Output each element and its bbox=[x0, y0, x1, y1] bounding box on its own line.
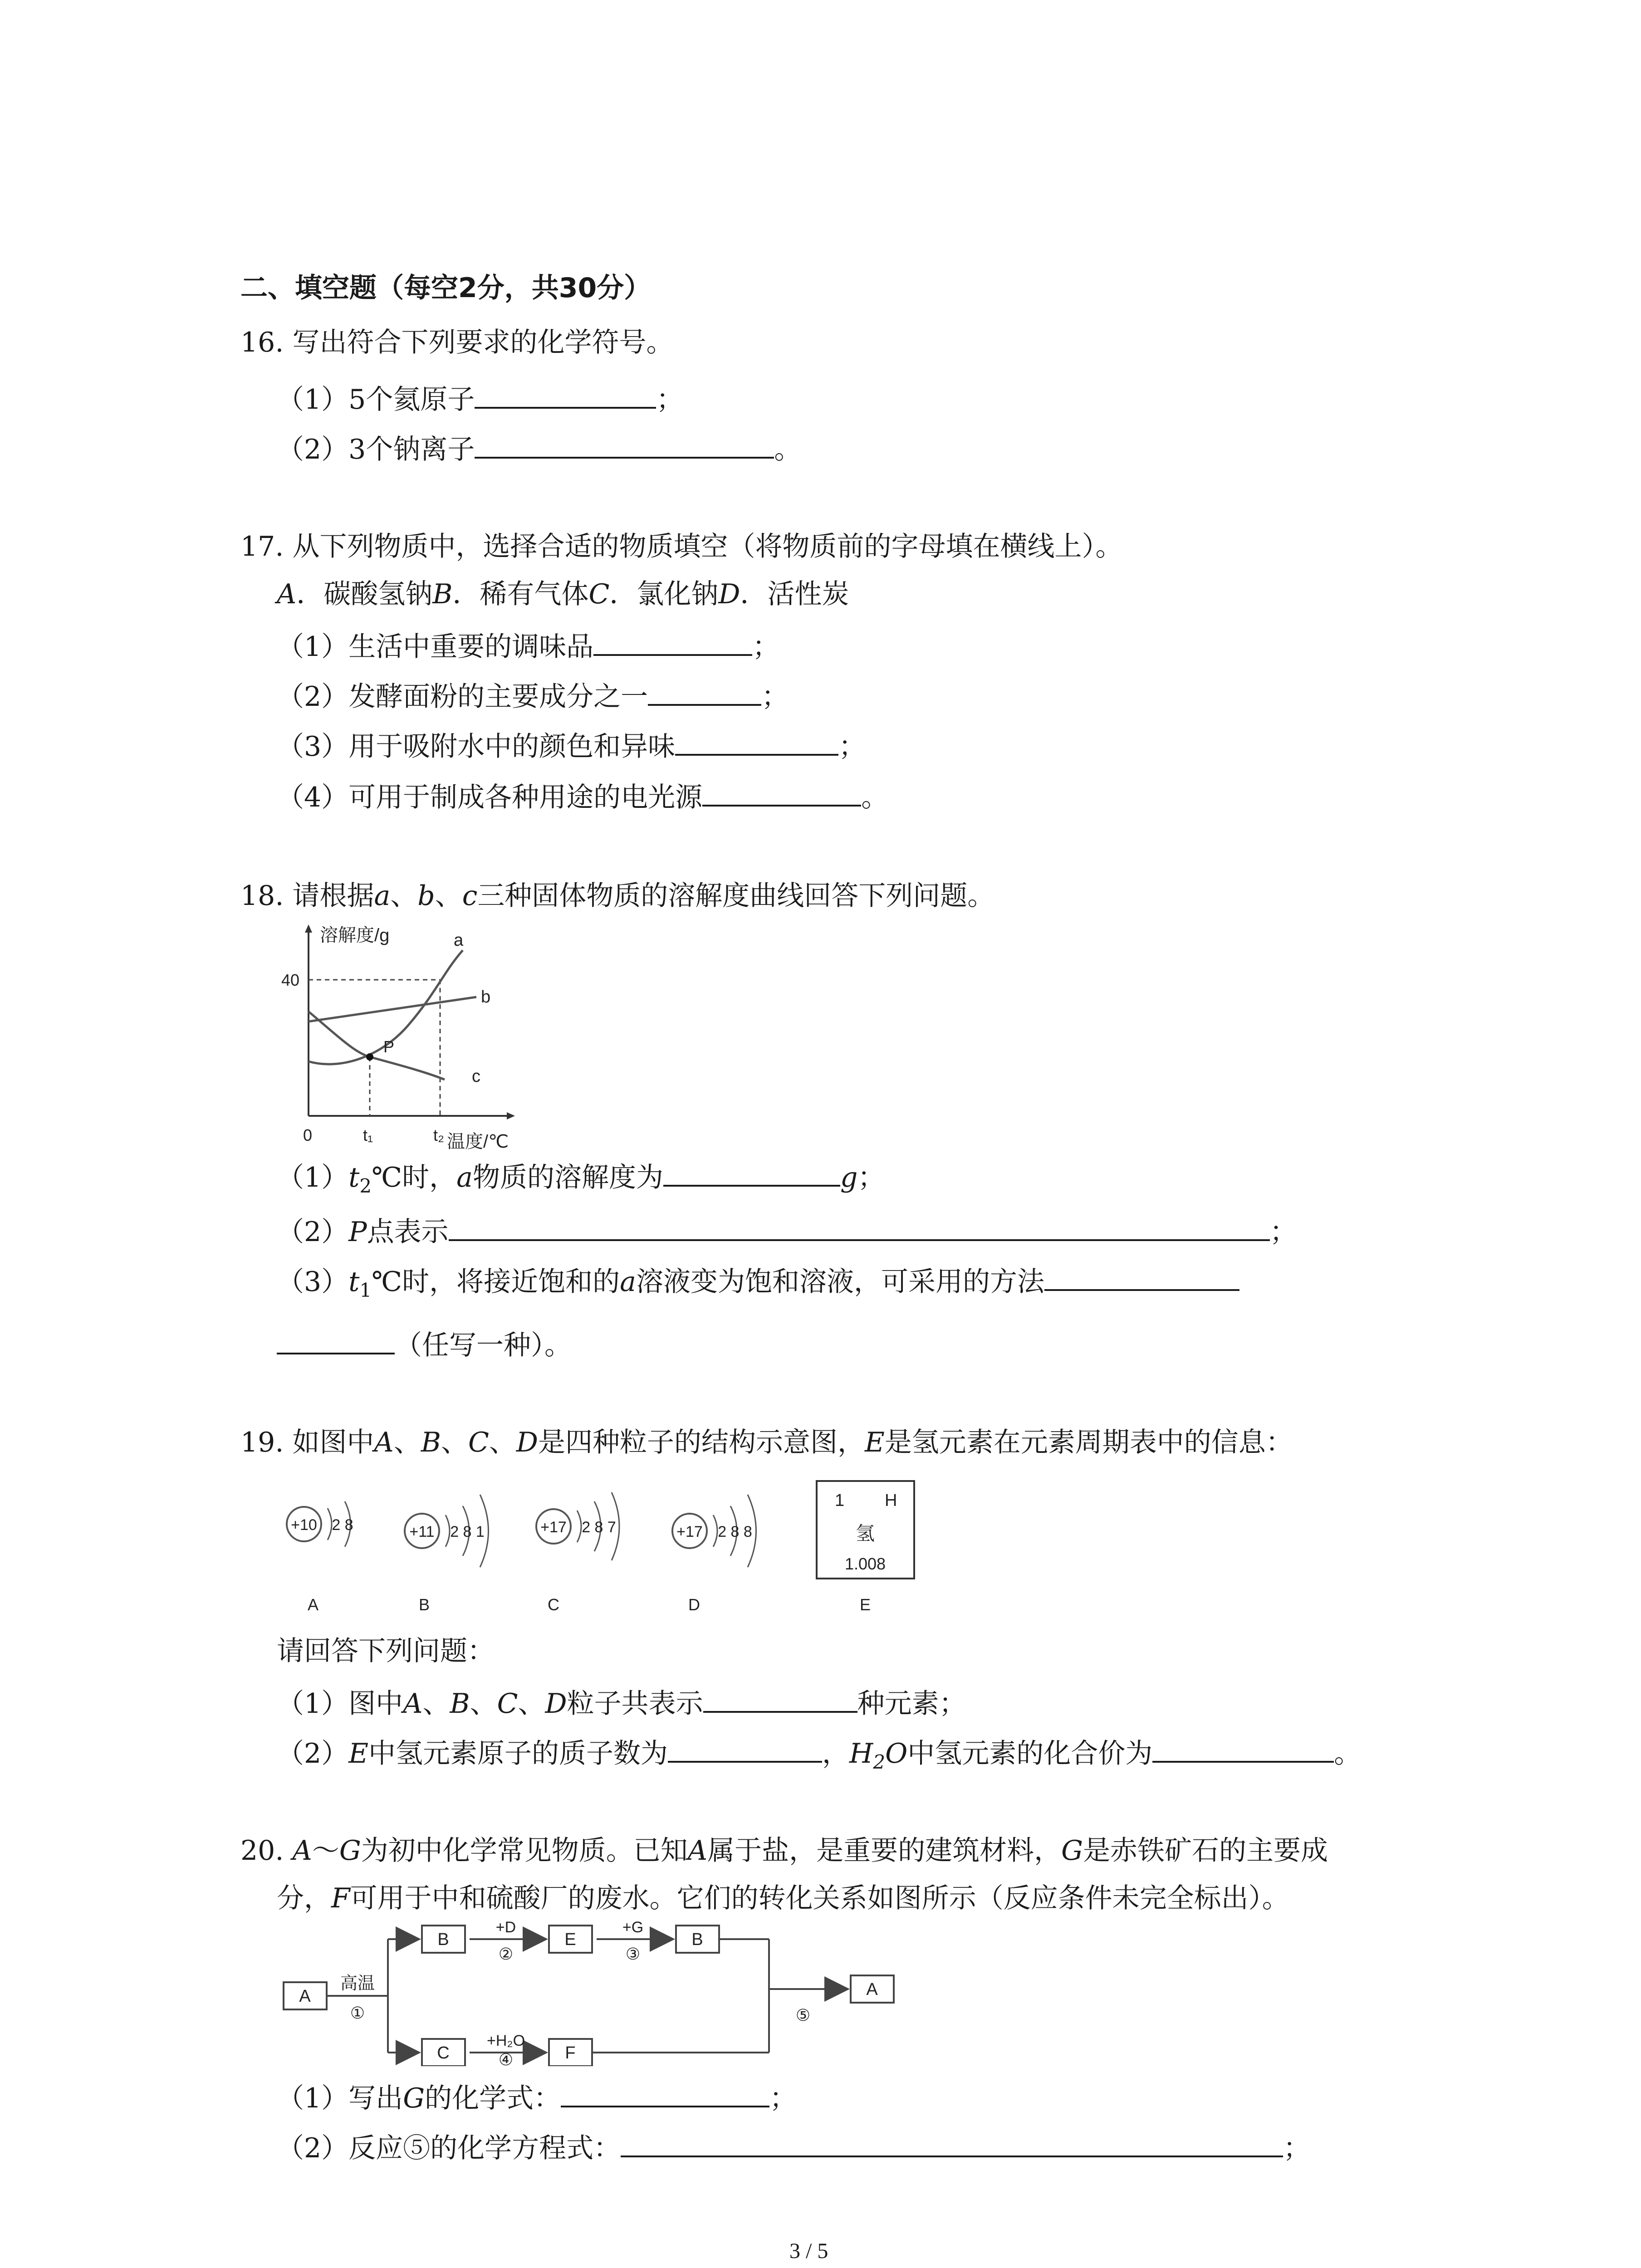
particle-D bbox=[672, 1495, 756, 1614]
q19-p2-E: E bbox=[348, 1738, 368, 1769]
q18-stem bbox=[240, 878, 994, 914]
q18-p1-end: ； bbox=[857, 1162, 885, 1193]
q19-var-A: A bbox=[374, 1427, 394, 1458]
q20-v2: G bbox=[339, 1835, 361, 1867]
particle-A-label: A bbox=[307, 1595, 319, 1614]
chart-origin: 0 bbox=[303, 1126, 313, 1144]
step-4: ④ bbox=[498, 2050, 514, 2066]
q17-stem: 17. 从下列物质中，选择合适的物质填空（将物质前的字母填在横线上）。 bbox=[240, 531, 1123, 562]
q17-answer-blank-4[interactable] bbox=[702, 777, 861, 807]
element-label: E bbox=[859, 1595, 871, 1614]
q19-s3: 、 bbox=[489, 1427, 516, 1458]
q20-stem1-a: 20. bbox=[240, 1835, 293, 1867]
box-B2-label: B bbox=[691, 1930, 703, 1949]
cond-high-temp: 高温 bbox=[340, 1974, 375, 1993]
box-C-label: C bbox=[437, 2043, 450, 2063]
q19-p1-C: C bbox=[497, 1688, 518, 1720]
q18-p1-sub: 2 bbox=[359, 1175, 372, 1197]
reagent-water: +H₂O bbox=[486, 2032, 525, 2049]
q20-v1: A bbox=[292, 1835, 312, 1867]
q20-answer-blank-1[interactable] bbox=[561, 2077, 769, 2107]
q17-options bbox=[277, 576, 849, 612]
q18-part3-cont bbox=[277, 1325, 572, 1364]
q18-p1-a: （1） bbox=[277, 1162, 349, 1193]
q20-stem2-a: 分， bbox=[277, 1882, 331, 1914]
particle-A bbox=[287, 1501, 353, 1614]
q19-p1-s2: 、 bbox=[470, 1688, 497, 1720]
chart-ylabel: 溶解度/g bbox=[320, 925, 390, 945]
q19-p2-sub: 2 bbox=[873, 1751, 886, 1773]
q18-answer-blank-3b[interactable] bbox=[277, 1325, 395, 1354]
q19-var-D: D bbox=[516, 1427, 538, 1458]
q18-answer-blank-3a[interactable] bbox=[1044, 1261, 1239, 1291]
q20-stem2-b: 可用于中和硫酸厂的废水。它们的转化关系如图所示（反应条件未完全标出）。 bbox=[350, 1882, 1289, 1914]
q16-answer-blank-1[interactable] bbox=[475, 379, 656, 409]
chart-label-p: P bbox=[383, 1037, 395, 1056]
q17-part2-end: ； bbox=[761, 681, 789, 713]
option-C-letter: C bbox=[588, 578, 610, 610]
q17-answer-blank-2[interactable] bbox=[648, 676, 761, 706]
option-B-letter: B bbox=[432, 578, 453, 610]
q19-p2-O: O bbox=[885, 1738, 908, 1769]
q18-sep2: 、 bbox=[435, 880, 462, 912]
q19-s2: 、 bbox=[441, 1427, 468, 1458]
q19-p2-c: ， bbox=[822, 1738, 849, 1769]
particle-D-label: D bbox=[688, 1595, 700, 1614]
particle-B-nucleus: +11 bbox=[409, 1523, 435, 1540]
q17-part4 bbox=[277, 777, 888, 816]
q18-var-b: b bbox=[417, 880, 435, 912]
q18-p3-sub: 1 bbox=[359, 1279, 372, 1301]
q20-stem1-b: 为初中化学常见物质。已知 bbox=[361, 1835, 688, 1867]
page-number: 3 / 5 bbox=[789, 2239, 828, 2263]
q19-p2-d: 中氢元素的化合价为 bbox=[907, 1738, 1153, 1769]
q18-part2 bbox=[277, 1211, 1297, 1250]
q18-answer-blank-1[interactable] bbox=[663, 1157, 840, 1187]
q19-p1-a: （1）图中 bbox=[277, 1688, 403, 1720]
q18-p2-b: 点表示 bbox=[367, 1216, 449, 1248]
q20-answer-blank-2[interactable] bbox=[621, 2127, 1283, 2157]
y-axis-arrow bbox=[305, 924, 312, 933]
q16-stem: 16. 写出符合下列要求的化学符号。 bbox=[240, 327, 674, 358]
curve-c bbox=[309, 1012, 445, 1080]
reagent-D: +D bbox=[495, 1919, 516, 1936]
q18-p1-var: a bbox=[456, 1162, 473, 1193]
q16-part2-text: （2）3个钠离子 bbox=[277, 434, 475, 465]
box-F-label: F bbox=[565, 2043, 576, 2063]
q18-p1-t: t bbox=[348, 1162, 360, 1193]
q18-stem-b: 三种固体物质的溶解度曲线回答下列问题。 bbox=[477, 880, 995, 912]
q20-p1-a: （1）写出 bbox=[277, 2082, 403, 2114]
q17-part3-end: ； bbox=[838, 731, 866, 763]
q18-p2-var: P bbox=[348, 1216, 367, 1248]
box-B-label: B bbox=[437, 1930, 449, 1949]
q19-p1-A: A bbox=[403, 1688, 423, 1720]
q17-answer-blank-3[interactable] bbox=[675, 726, 838, 756]
curve-b bbox=[309, 997, 476, 1022]
q18-p3-b: ℃时，将接近饱和的 bbox=[372, 1266, 620, 1298]
particle-D-nucleus: +17 bbox=[676, 1523, 703, 1540]
q20-v4: G bbox=[1061, 1835, 1083, 1867]
x-axis-arrow bbox=[507, 1112, 515, 1119]
q17-answer-blank-1[interactable] bbox=[593, 626, 752, 656]
q18-p1-b: ℃时， bbox=[372, 1162, 457, 1193]
chart-xlabel: 温度/℃ bbox=[447, 1132, 509, 1152]
q18-p3-var: a bbox=[620, 1266, 636, 1298]
q20-p1-end: ； bbox=[769, 2082, 797, 2114]
q19-p2-a: （2） bbox=[277, 1738, 349, 1769]
q19-answer-blank-2[interactable] bbox=[668, 1733, 822, 1763]
q17-part1-text: （1）生活中重要的调味品 bbox=[277, 631, 594, 663]
element-name: 氢 bbox=[855, 1523, 875, 1544]
q17-part2 bbox=[277, 676, 789, 715]
solubility-curve-figure bbox=[272, 921, 526, 1152]
particle-B bbox=[405, 1495, 489, 1614]
particle-B-electrons: 2 8 1 bbox=[450, 1523, 485, 1540]
q16-part2 bbox=[277, 429, 801, 468]
q18-p2-end: ； bbox=[1269, 1216, 1297, 1248]
q18-stem-a: 18. 请根据 bbox=[240, 880, 374, 912]
q19-p2-end: 。 bbox=[1334, 1738, 1362, 1769]
q16-answer-blank-2[interactable] bbox=[475, 429, 774, 459]
point-p bbox=[366, 1053, 373, 1061]
option-D-letter: D bbox=[718, 578, 740, 610]
q20-stem1-d: 是赤铁矿石的主要成 bbox=[1083, 1835, 1328, 1867]
q20-p1-b: 的化学式： bbox=[425, 2082, 561, 2114]
section-title: 二、填空题（每空2分，共30分） bbox=[240, 272, 652, 304]
option-B-text: ．稀有气体 bbox=[452, 578, 589, 610]
q17-part1-end: ； bbox=[752, 631, 780, 663]
particle-A-electrons: 2 8 bbox=[332, 1516, 353, 1534]
q19-p1-D: D bbox=[545, 1688, 567, 1720]
element-symbol: H bbox=[885, 1491, 897, 1510]
q19-p1-s3: 、 bbox=[518, 1688, 545, 1720]
element-number: 1 bbox=[835, 1491, 845, 1510]
q20-p1-var: G bbox=[403, 2082, 425, 2114]
q16-part1-text: （1）5个氦原子 bbox=[277, 384, 475, 415]
particle-C-electrons: 2 8 7 bbox=[582, 1519, 616, 1536]
q19-var-C: C bbox=[468, 1427, 489, 1458]
chart-t2: t₂ bbox=[433, 1126, 444, 1144]
q19-part2 bbox=[277, 1733, 1361, 1780]
q19-stem-a: 19. 如图中 bbox=[240, 1427, 374, 1458]
particle-C-label: C bbox=[548, 1595, 559, 1614]
q20-v5: F bbox=[331, 1882, 350, 1914]
particle-B-label: B bbox=[418, 1595, 430, 1614]
option-A-letter: A bbox=[277, 578, 297, 610]
particle-D-electrons: 2 8 8 bbox=[718, 1523, 752, 1540]
chart-ytick-40: 40 bbox=[281, 971, 300, 989]
q19-answer-blank-3[interactable] bbox=[1152, 1733, 1334, 1763]
q17-part3 bbox=[277, 726, 866, 765]
q18-p3-a: （3） bbox=[277, 1266, 349, 1298]
q17-part3-text: （3）用于吸附水中的颜色和异味 bbox=[277, 731, 676, 763]
q19-p2-b: 中氢元素原子的质子数为 bbox=[368, 1738, 668, 1769]
q18-p2-a: （2） bbox=[277, 1216, 349, 1248]
q20-stem1-c: 属于盐，是重要的建筑材料， bbox=[707, 1835, 1062, 1867]
q18-var-c: c bbox=[462, 880, 478, 912]
q19-var-E: E bbox=[864, 1427, 885, 1458]
particle-A-nucleus: +10 bbox=[291, 1516, 317, 1534]
q18-p3-t: t bbox=[348, 1266, 360, 1298]
q17-part4-end: 。 bbox=[861, 782, 889, 813]
q19-p1-s1: 、 bbox=[422, 1688, 450, 1720]
q16-part1 bbox=[277, 379, 683, 418]
q17-part4-text: （4）可用于制成各种用途的电光源 bbox=[277, 782, 703, 813]
element-cell-E bbox=[817, 1481, 914, 1614]
q19-stem-c: 是氢元素在元素周期表中的信息： bbox=[884, 1427, 1293, 1458]
q18-part1 bbox=[277, 1157, 885, 1204]
q18-sep1: 、 bbox=[390, 880, 418, 912]
q19-p1-end: 种元素； bbox=[857, 1688, 966, 1720]
q16-part2-end: 。 bbox=[774, 434, 802, 465]
particle-C bbox=[536, 1492, 619, 1614]
step-1: ① bbox=[350, 2004, 365, 2022]
step-2: ② bbox=[498, 1945, 514, 1963]
q20-stem-line1 bbox=[240, 1833, 1328, 1869]
step-3: ③ bbox=[625, 1945, 641, 1963]
element-mass: 1.008 bbox=[844, 1554, 886, 1573]
q19-stem-b: 是四种粒子的结构示意图， bbox=[538, 1427, 865, 1458]
q20-s1: ～ bbox=[312, 1835, 339, 1867]
q19-part1 bbox=[277, 1683, 966, 1722]
q18-part3 bbox=[277, 1261, 1239, 1309]
q19-p2-H: H bbox=[849, 1738, 873, 1769]
step-5: ⑤ bbox=[795, 2006, 811, 2024]
q18-answer-blank-2[interactable] bbox=[449, 1211, 1270, 1241]
q20-p2-text: （2）反应⑤的化学方程式： bbox=[277, 2132, 621, 2164]
q19-ask: 请回答下列问题： bbox=[277, 1635, 495, 1667]
q20-p2-end: ； bbox=[1283, 2132, 1311, 2164]
option-C-text: ．氯化钠 bbox=[609, 578, 719, 610]
q18-p1-c: 物质的溶解度为 bbox=[472, 1162, 663, 1193]
q18-var-a: a bbox=[374, 880, 391, 912]
atomic-structure-figure bbox=[272, 1474, 926, 1624]
q17-part1 bbox=[277, 626, 779, 665]
q18-p3-end: （任写一种）。 bbox=[395, 1330, 572, 1361]
q19-answer-blank-1[interactable] bbox=[703, 1683, 857, 1713]
q20-stem-line2 bbox=[277, 1880, 1289, 1916]
q19-stem bbox=[240, 1424, 1293, 1461]
box-E-label: E bbox=[564, 1930, 576, 1949]
q18-p1-unit: g bbox=[840, 1162, 858, 1193]
q19-var-B: B bbox=[421, 1427, 441, 1458]
reagent-G: +G bbox=[622, 1919, 644, 1936]
q19-p1-b: 粒子共表示 bbox=[567, 1688, 703, 1720]
particle-C-nucleus: +17 bbox=[540, 1519, 567, 1536]
conversion-diagram bbox=[272, 1916, 916, 2066]
box-A-label: A bbox=[299, 1987, 311, 2006]
option-A-text: ．碳酸氢钠 bbox=[296, 578, 433, 610]
q19-s1: 、 bbox=[393, 1427, 421, 1458]
chart-label-b: b bbox=[481, 987, 491, 1007]
option-D-text: ．活性炭 bbox=[740, 578, 849, 610]
chart-t1: t₁ bbox=[363, 1126, 373, 1144]
q20-v3: A bbox=[687, 1835, 708, 1867]
q18-p3-c: 溶液变为饱和溶液，可采用的方法 bbox=[636, 1266, 1044, 1298]
q19-p1-B: B bbox=[450, 1688, 470, 1720]
chart-label-a: a bbox=[454, 931, 464, 950]
q20-part1 bbox=[277, 2077, 797, 2116]
q20-part2 bbox=[277, 2127, 1310, 2166]
chart-label-c: c bbox=[472, 1067, 480, 1086]
q16-part1-end: ； bbox=[656, 384, 684, 415]
q17-part2-text: （2）发酵面粉的主要成分之一 bbox=[277, 681, 648, 713]
box-A2-label: A bbox=[866, 1980, 878, 1999]
